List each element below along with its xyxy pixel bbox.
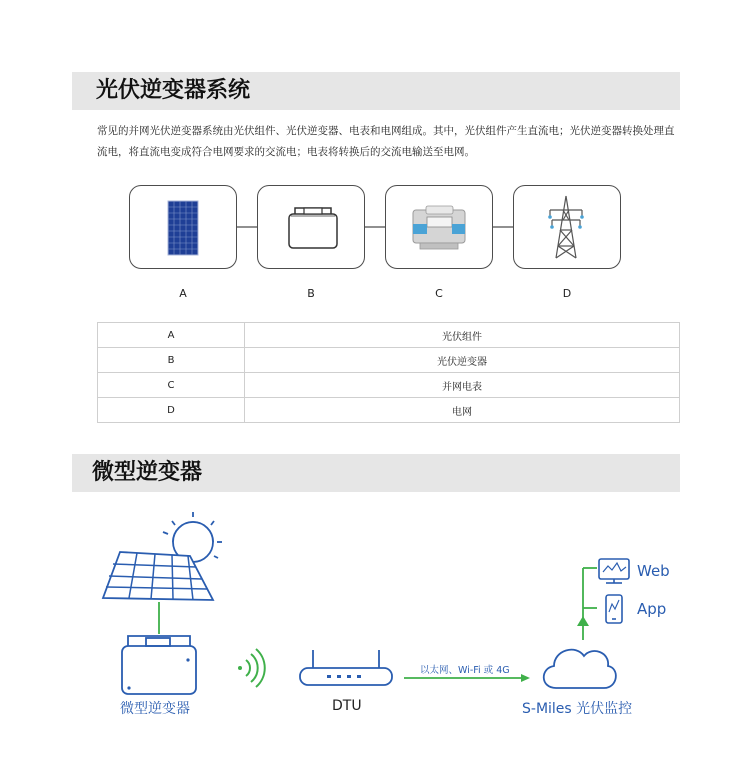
component-label-d: D bbox=[562, 287, 572, 300]
section-title: 微型逆变器 bbox=[92, 460, 203, 485]
component-box-b bbox=[257, 185, 365, 269]
table-row bbox=[98, 373, 680, 398]
legend-key: D bbox=[98, 398, 245, 423]
inverter-icon bbox=[258, 186, 363, 267]
table-row bbox=[98, 323, 680, 348]
legend-value: 光伏组件 bbox=[245, 323, 680, 348]
micro-inverter-icon bbox=[122, 636, 196, 694]
solar-panel-icon bbox=[130, 186, 235, 267]
electric-meter-icon bbox=[386, 186, 491, 267]
section-header-micro-inverter bbox=[72, 454, 680, 492]
component-flow-connectors bbox=[0, 0, 750, 300]
arrow-up-icon bbox=[577, 616, 589, 626]
intro-paragraph: 常见的并网光伏逆变器系统由光伏组件、光伏逆变器、电表和电网组成。其中，光伏组件产生直流电；光伏逆变器转换处理直流电，将直流电变成符合电网要求的交流电；电表将转换后的交流电输送至电网。 bbox=[97, 125, 675, 158]
power-tower-icon bbox=[514, 186, 619, 267]
cloud-icon bbox=[544, 650, 616, 688]
legend-value: 并网电表 bbox=[245, 373, 680, 398]
component-legend-table bbox=[97, 322, 680, 423]
dtu-router-icon bbox=[300, 650, 392, 685]
phone-icon bbox=[606, 595, 622, 623]
micro-inverter-diagram bbox=[0, 500, 750, 768]
component-label-b: B bbox=[307, 287, 315, 300]
web-monitor-icon bbox=[599, 559, 629, 583]
component-box-c bbox=[385, 185, 493, 269]
legend-key: A bbox=[98, 323, 245, 348]
table-row bbox=[98, 348, 680, 373]
legend-value: 光伏逆变器 bbox=[245, 348, 680, 373]
component-label-a: A bbox=[179, 287, 187, 300]
section-title: 光伏逆变器系统 bbox=[96, 78, 251, 103]
app-label: App bbox=[637, 600, 667, 618]
legend-key: C bbox=[98, 373, 245, 398]
cloud-monitor-label: S-Miles 光伏监控 bbox=[522, 701, 633, 717]
web-label: Web bbox=[637, 562, 670, 580]
table-row bbox=[98, 398, 680, 423]
micro-inverter-label: 微型逆变器 bbox=[120, 701, 190, 717]
component-box-d bbox=[513, 185, 621, 269]
legend-value: 电网 bbox=[245, 398, 680, 423]
dtu-label: DTU bbox=[332, 698, 362, 714]
component-box-a bbox=[129, 185, 237, 269]
monitoring-branch-lines bbox=[583, 568, 597, 640]
legend-key: B bbox=[98, 348, 245, 373]
component-label-c: C bbox=[435, 287, 443, 300]
wireless-signal-icon bbox=[238, 649, 265, 687]
connection-label: 以太网、Wi-Fi 或 4G bbox=[420, 665, 510, 676]
